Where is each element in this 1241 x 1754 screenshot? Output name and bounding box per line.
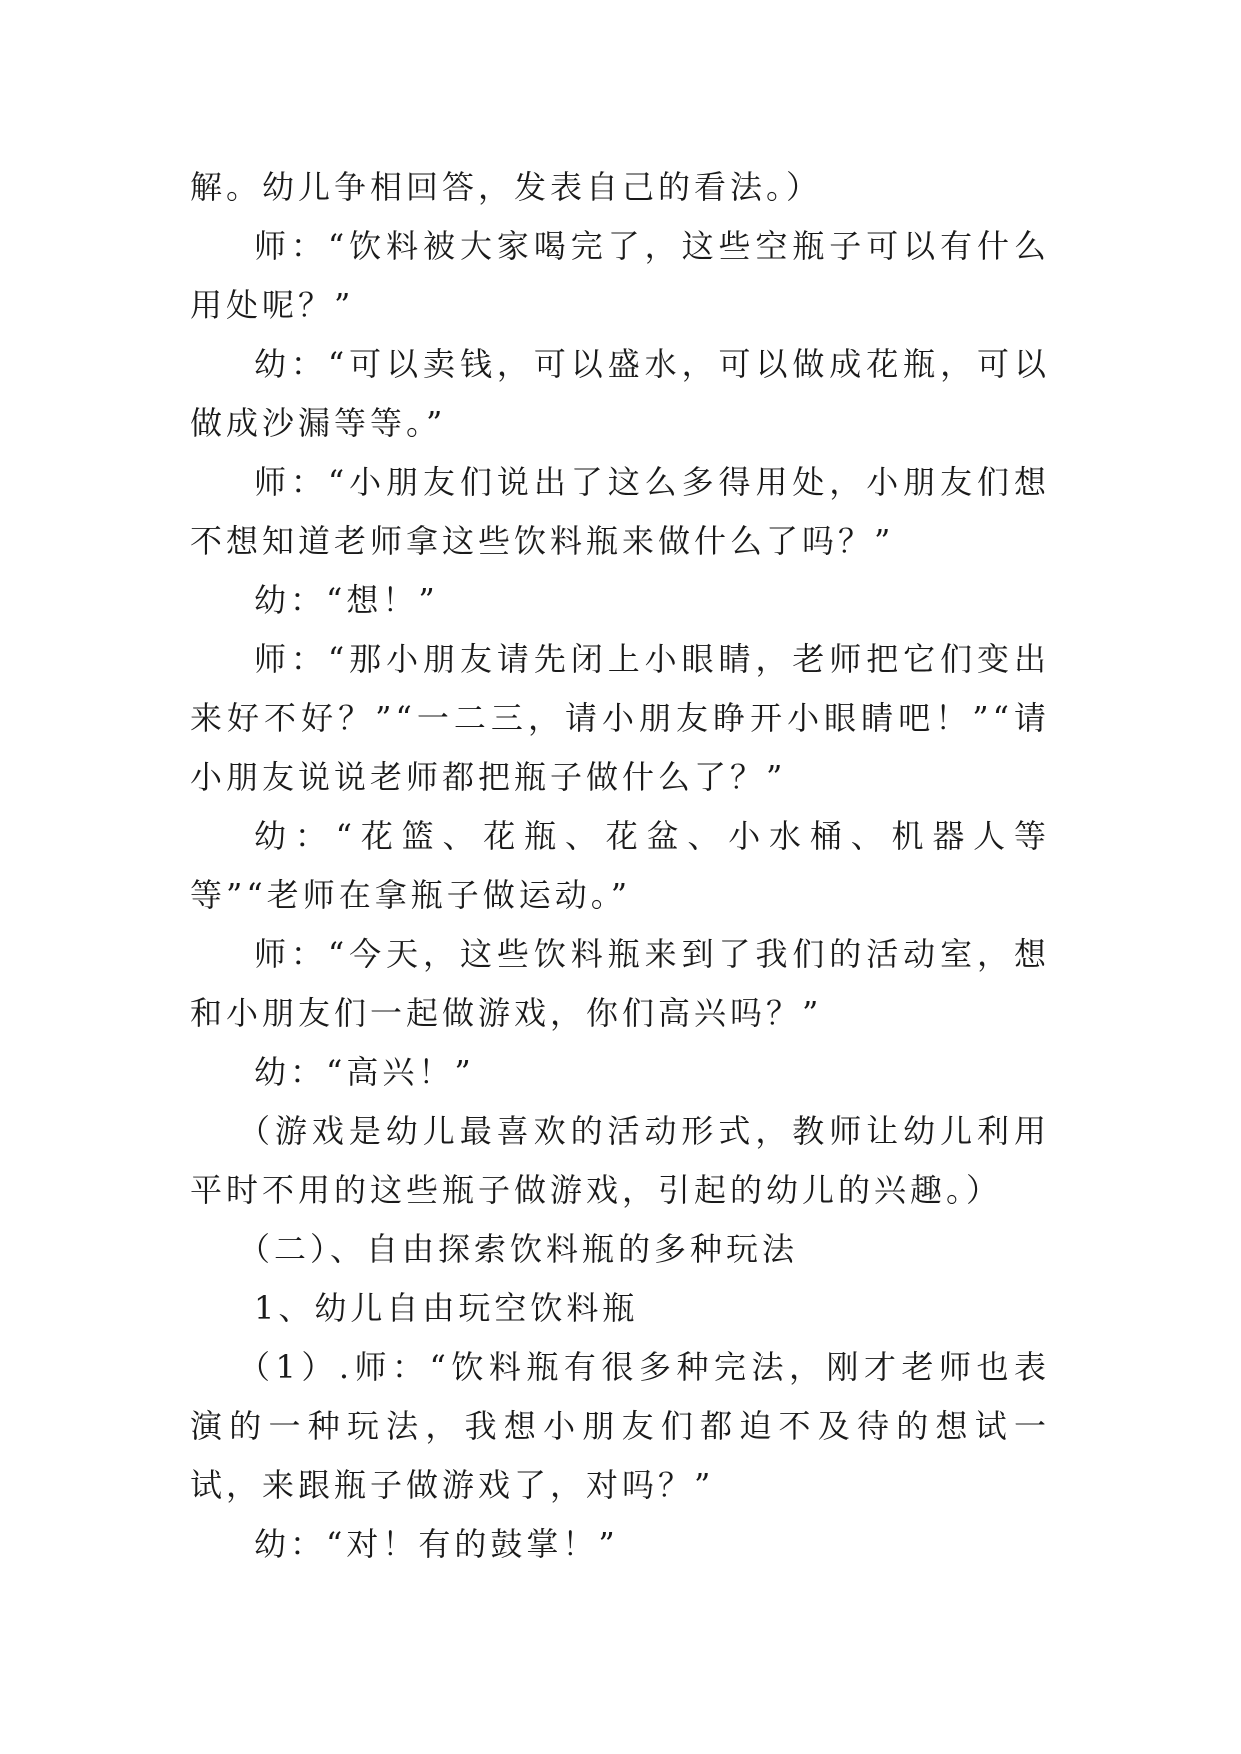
paragraph-continuation: 解。幼儿争相回答，发表自己的看法。）: [190, 168, 823, 206]
paragraph-teacher-today: 师：“今天，这些饮料瓶来到了我们的活动室，想和小朋友们一起做游戏，你们高兴吗？”: [190, 935, 1050, 1032]
document-page: [190, 158, 1050, 1574]
paragraph-child-yes: 幼：“对！有的鼓掌！”: [254, 1525, 619, 1563]
paragraph-teacher-want-to-know: 师：“小朋友们说出了这么多得用处，小朋友们想不想知道老师拿这些饮料瓶来做什么了吗？”: [190, 463, 1050, 560]
paragraph-teacher-question-bottles: 师：“饮料被大家喝完了，这些空瓶子可以有什么用处呢？”: [190, 227, 1050, 324]
paragraph-child-answer-items: 幼：“花篮、花瓶、花盆、小水桶、机器人等等”“老师在拿瓶子做运动。”: [190, 817, 1050, 914]
paragraph-teacher-many-ways: （1）.师：“饮料瓶有很多种完法，刚才老师也表演的一种玩法，我想小朋友们都迫不及待的想试一试，来跟瓶子做游戏了，对吗？”: [190, 1348, 1050, 1504]
paragraph-child-want: 幼：“想！”: [254, 581, 439, 619]
paragraph-child-happy: 幼：“高兴！”: [254, 1053, 475, 1091]
paragraph-teacher-close-eyes: 师：“那小朋友请先闭上小眼睛，老师把它们变出来好不好？”“一二三，请小朋友睁开小眼睛吧！”“请小朋友说说老师都把瓶子做什么了？”: [190, 640, 1050, 796]
subsection-heading-free-play: 1、幼儿自由玩空饮料瓶: [254, 1289, 639, 1327]
paragraph-child-answer-uses: 幼：“可以卖钱，可以盛水，可以做成花瓶，可以做成沙漏等等。”: [190, 345, 1050, 442]
paragraph-note-game: （游戏是幼儿最喜欢的活动形式，教师让幼儿利用平时不用的这些瓶子做游戏，引起的幼儿的兴趣。）: [190, 1112, 1050, 1209]
section-heading-free-explore: （二）、自由探索饮料瓶的多种玩法: [238, 1230, 799, 1268]
